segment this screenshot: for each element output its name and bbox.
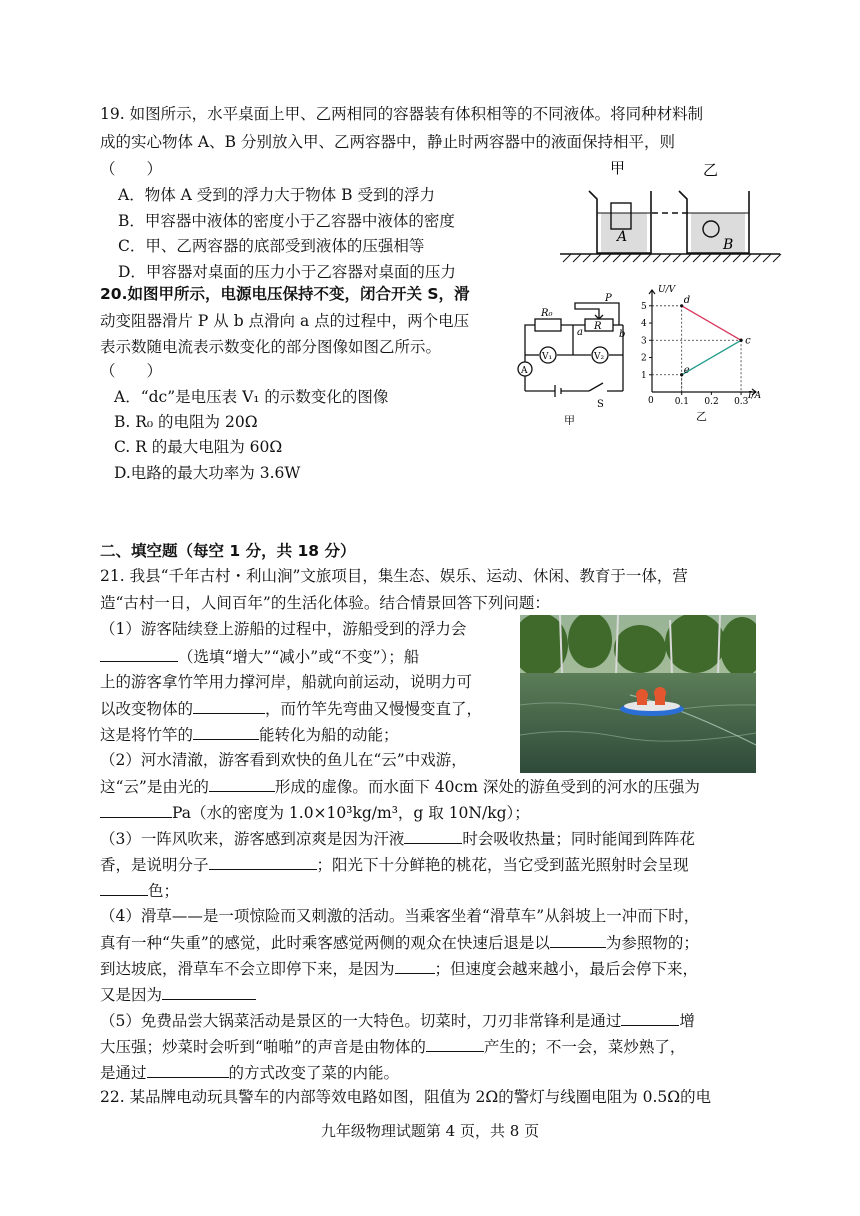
q19-stem-line-1: 19. 如图所示，水平桌面上甲、乙两相同的容器装有体积相等的不同液体。将同种材料制 [100,105,704,123]
series-line-ec [682,340,741,374]
q20-uv-graph [638,280,768,430]
q21-intro-line-2: 造“古村一日，人间百年”的生活化体验。结合情景回答下列问题： [100,594,550,612]
q21-p1-line-2: （选填“增大”“减小”或“不变”）；船 [100,645,419,668]
q20-answer-paren: （ ） [100,362,163,380]
answer-blank[interactable] [426,1035,484,1052]
q21-p5-line-1: （5）免费品尝大锅菜活动是景区的一大特色。切菜时，刀刃非常锋利是通过 增 [100,1009,695,1032]
q21-p3-line-3: 色； [100,879,179,902]
svg-text:甲: 甲 [564,414,575,425]
section-2-heading: 二、填空题（每空 1 分，共 18 分） [100,542,356,560]
svg-text:a: a [577,327,583,338]
svg-text:b: b [619,329,626,340]
answer-blank[interactable] [621,1009,679,1026]
q19-option-d: D．甲容器对桌面的压力小于乙容器对桌面的压力 [118,263,456,281]
y-tick-label: 5 [641,301,647,312]
answer-blank[interactable] [100,879,148,896]
q19-option-b: B．甲容器中液体的密度小于乙容器中液体的密度 [118,212,455,230]
svg-text:R₀: R₀ [541,308,553,319]
q21-p5-line-3: 是通过 的方式改变了菜的内能。 [100,1061,399,1084]
page-footer: 九年级物理试题第 4 页，共 8 页 [320,1122,540,1140]
q21-p1-line-3: 上的游客拿竹竿用力撑河岸，船就向前运动，说明力可 [100,673,473,691]
container-yi [679,191,749,253]
q21-p2-line-3: Pa（水的密度为 1.0×10³kg/m³，g 取 10N/kg）； [100,801,530,824]
q19-option-a: A．物体 A 受到的浮力大于物体 B 受到的浮力 [118,186,435,204]
q21-p4-line-1: （4）滑草——是一项惊险而又刺激的活动。当乘客坐着“滑草车”从斜坡上一冲而下时， [100,907,700,925]
answer-blank[interactable] [100,801,172,818]
answer-blank[interactable] [550,931,606,948]
y-tick-label: 1 [641,370,647,381]
q22-stem-line-1: 22. 某品牌电动玩具警车的内部等效电路如图，阻值为 2Ω的警灯与线圈电阻为 0.5Ω的电 [100,1088,712,1106]
q21-p1-line-1: （1）游客陆续登上游船的过程中，游船受到的浮力会 [100,620,467,638]
x-tick-label: 0.3 [734,397,749,407]
q20-stem-line-3: 表示数随电流表示数变化的部分图像如图乙所示。 [100,338,442,356]
switch-s [589,383,603,391]
label-jia: 甲 [610,159,626,177]
container-jia [589,191,651,253]
answer-blank[interactable] [147,1061,229,1078]
q21-p2-line-1: （2）河水清澈，游客看到欢快的鱼儿在“云”中戏游， [100,751,467,769]
point-label: d [683,294,691,306]
q19-stem-line-2: 成的实心物体 A、B 分别放入甲、乙两容器中，静止时两容器中的液面保持相平，则 [100,133,675,151]
x-tick-label: 0.2 [704,397,719,407]
answer-blank[interactable] [209,853,317,870]
q19-option-c: C．甲、乙两容器的底部受到液体的压强相等 [118,237,425,255]
svg-text:A: A [521,366,528,376]
svg-text:S: S [597,399,604,410]
svg-text:V₁: V₁ [542,352,553,362]
q19-answer-paren: （ ） [100,160,163,178]
answer-blank[interactable] [209,775,275,792]
svg-text:B: B [723,237,734,253]
answer-blank[interactable] [100,645,178,662]
svg-text:P: P [605,293,612,304]
river-boat-photo [520,615,756,773]
answer-blank[interactable] [193,723,259,740]
q21-p5-line-2: 大压强；炒菜时会听到“啪啪”的声音是由物体的 产生的；不一会，菜炒熟了， [100,1035,685,1058]
answer-blank[interactable] [395,957,435,974]
series-line-dc [682,306,741,340]
svg-text:A: A [617,229,628,245]
q21-p3-line-1: （3）一阵风吹来，游客感到凉爽是因为汗液 时会吸收热量；同时能闻到阵阵花 [100,827,695,850]
q19-containers-figure [555,155,785,270]
answer-blank[interactable] [193,697,265,714]
q20-option-d: D.电路的最大功率为 3.6W [114,464,301,482]
svg-text:0: 0 [648,396,654,406]
answer-blank[interactable] [162,983,256,1000]
q21-p4-line-3: 到达坡底，滑草车不会立即停下来，是因为 ；但速度会越来越小，最后会停下来， [100,957,698,980]
resistor-r0 [535,319,561,331]
svg-text:V₂: V₂ [594,352,605,362]
q21-p4-line-2: 真有一种“失重”的感觉，此时乘客感觉两侧的观众在快速后退是以 为参照物的； [100,931,699,954]
river-scene-image [520,615,756,773]
q21-p2-line-2: 这“云”是由光的 形成的虚像。而水面下 40cm 深处的游鱼受到的河水的压强为 [100,775,700,798]
svg-text:R: R [594,321,602,332]
q20-option-b: B. R₀ 的电阻为 20Ω [114,413,258,431]
q20-circuit-diagram [515,285,635,425]
q21-p1-line-4: 以改变物体的 ，而竹竿先弯曲又慢慢变直了， [100,697,482,720]
svg-text:乙: 乙 [696,410,707,423]
point-label: e [683,364,690,376]
q20-stem-line-2: 动变阻器滑片 P 从 b 点滑向 a 点的过程中，两个电压 [100,312,470,330]
y-tick-label: 4 [641,319,647,330]
y-tick-label: 3 [641,336,647,347]
data-point [739,339,742,342]
q21-p3-line-2: 香，是说明分子 ；阳光下十分鲜艳的桃花，当它受到蓝光照射时会呈现 [100,853,689,876]
q21-p1-line-5: 这是将竹竿的 能转化为船的动能； [100,723,399,746]
y-tick-label: 2 [641,353,647,364]
q21-p4-line-4: 又是因为 [100,983,256,1006]
q20-option-c: C. R 的最大电阻为 60Ω [114,438,283,456]
point-label: c [745,335,751,347]
q20-stem-line-1: 20.如图甲所示，电源电压保持不变，闭合开关 S，滑 [100,285,470,303]
svg-text:U/V: U/V [658,285,676,295]
q21-intro-line-1: 21. 我县“千年古村・利山涧”文旅项目，集生态、娱乐、运动、休闲、教育于一体，营 [100,567,688,585]
svg-text:I/A: I/A [748,391,762,401]
q20-option-a: A．“dc”是电压表 V₁ 的示数变化的图像 [114,388,389,406]
answer-blank[interactable] [404,827,462,844]
x-tick-label: 0.1 [674,397,690,407]
label-yi: 乙 [703,161,719,179]
